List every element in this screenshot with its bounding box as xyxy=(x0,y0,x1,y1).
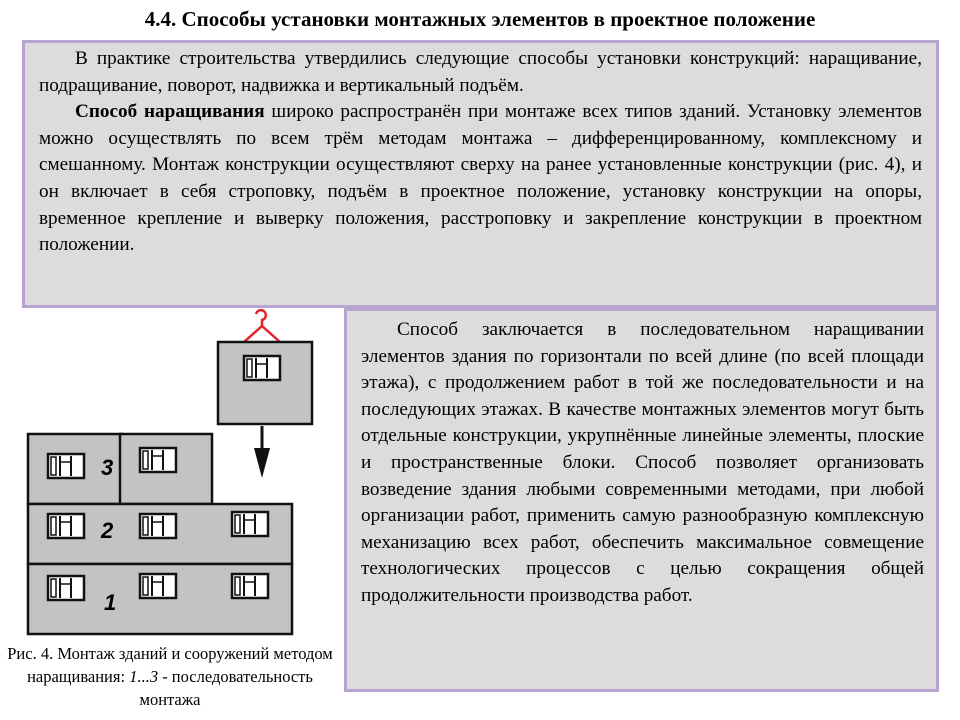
description-box xyxy=(344,308,939,692)
lifted-block xyxy=(218,342,312,424)
window-icon xyxy=(140,448,176,472)
floor-label-2: 2 xyxy=(101,518,114,543)
floor-label-1: 1 xyxy=(104,590,117,615)
description-paragraph: Способ заключается в последовательном наращивании элементов здания по горизонтали по всей длине (по всей площади этажа), с продолжением работ в той же последовательности и на последующих этажах. В качестве монтажных элементов могут быть отдельные конструкции, укрупнённые линейные элементы, плоские и пространственные блоки. Способ позволяет организовать возведение здания любыми современными методами, при любой организации работ, применить самую разнообразную комплексную механизацию всех работ, обеспечить максимальное совмещение технологических процессов с целью сокращения общей продолжительности производства работ. xyxy=(361,319,924,606)
intro-paragraph-1: В практике строительства утвердились следующие способы установки конструкций: наращивание, подращивание, поворот, надвижка и вертикальный подъём. xyxy=(39,48,922,96)
window-icon xyxy=(140,574,176,598)
intro-box xyxy=(22,40,939,308)
window-icon xyxy=(48,576,84,600)
bold-term: Способ наращивания xyxy=(75,101,265,123)
building-figure xyxy=(0,308,340,638)
arrow-down-icon xyxy=(254,426,270,478)
figure-caption xyxy=(0,642,340,711)
floor-label-3: 3 xyxy=(101,455,114,480)
caption-range: 1...3 xyxy=(129,667,159,686)
intro-paragraph-2 xyxy=(39,99,922,259)
caption-main: Рис. 4. Монтаж зданий и сооружений методом наращивания: xyxy=(7,644,333,686)
window-icon xyxy=(48,514,84,538)
window-icon xyxy=(48,454,84,478)
window-icon xyxy=(244,356,280,380)
window-icon xyxy=(140,514,176,538)
window-icon xyxy=(232,574,268,598)
window-icon xyxy=(232,512,268,536)
intro-paragraph-2-text: широко распространён при монтаже всех типов зданий. Установку элементов можно осуществлять по всем трём методам монтажа – дифференцированному, комплексному и смешанному. Монтаж конструкции осуществляют сверху на ранее установленные конструкции (рис. 4), и он включает в себя строповку, подъём в проектное положение, установку конструкции на опоры, временное крепление и выверку положения, расстроповку и закрепление конструкции в проектном положении. xyxy=(39,101,922,256)
page-title: 4.4. Способы установки монтажных элементов в проектное положение xyxy=(144,7,816,31)
crane-hook-icon xyxy=(244,310,280,342)
caption-tail: - последовательность монтажа xyxy=(139,667,313,709)
